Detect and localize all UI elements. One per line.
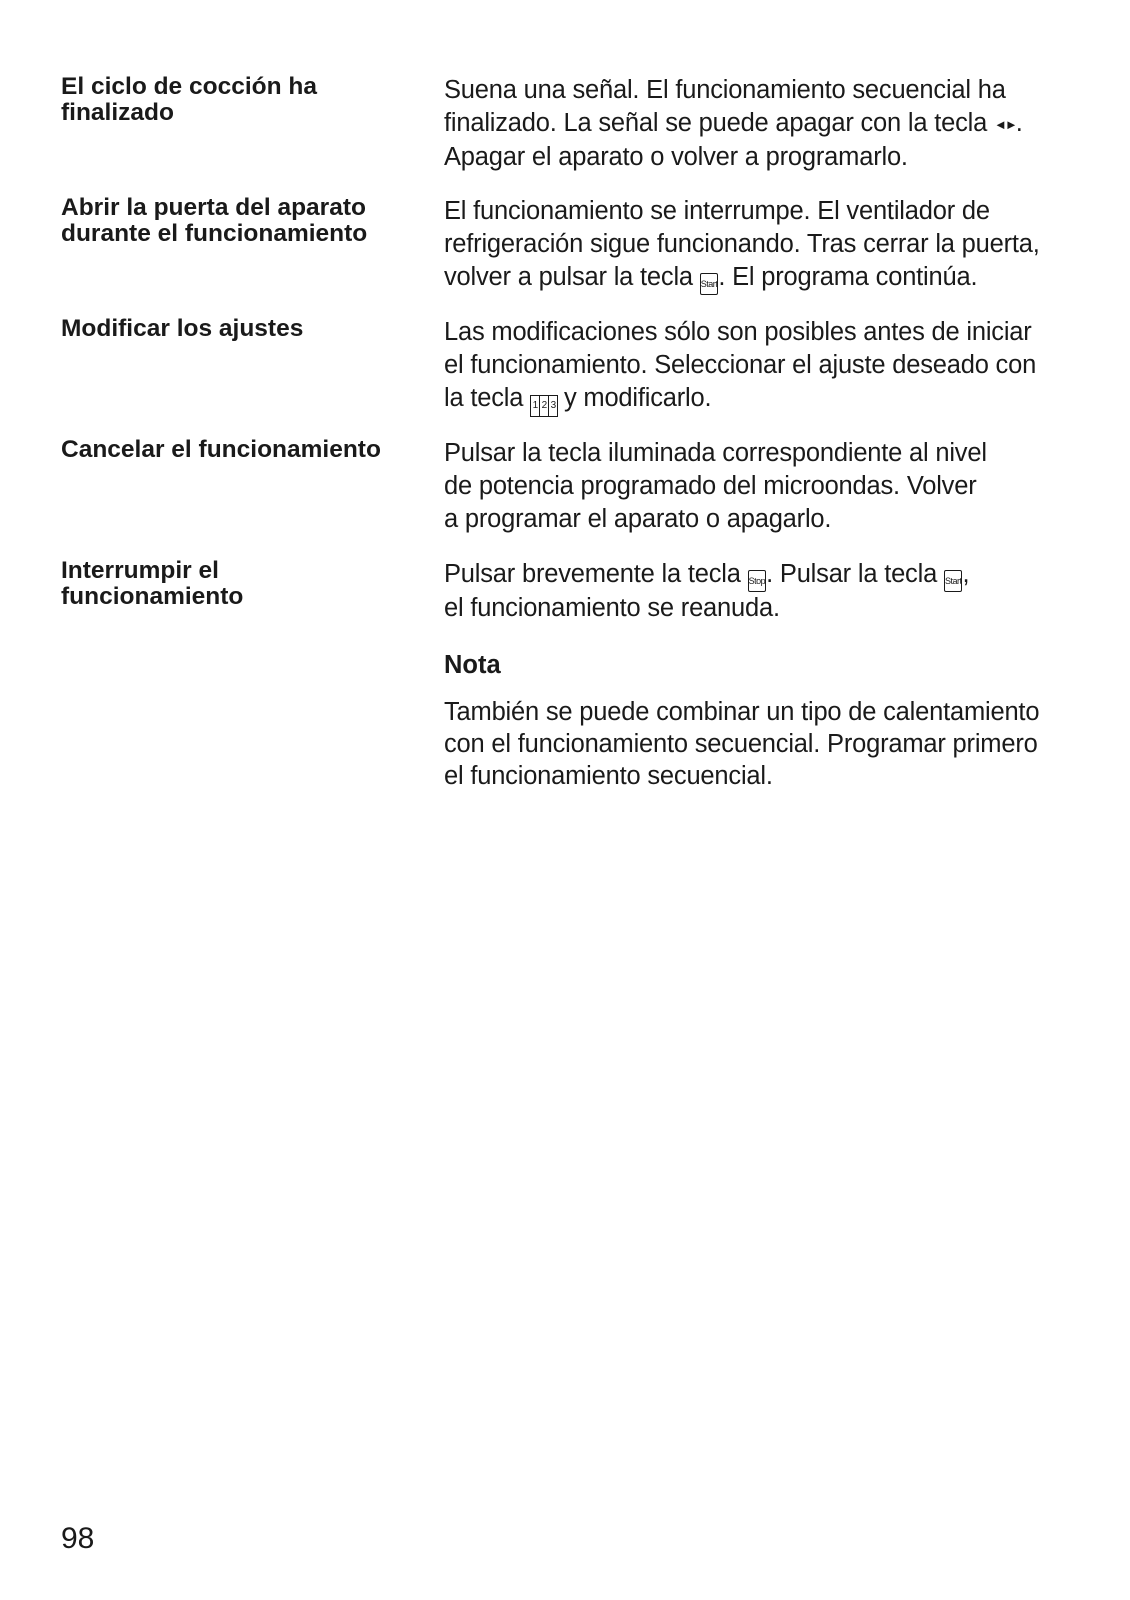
row-label xyxy=(61,195,421,247)
desc-text: , xyxy=(962,560,970,588)
desc-line: el funcionamiento. Seleccionar el ajuste deseado con xyxy=(444,351,1037,379)
note-title: Nota xyxy=(444,651,501,679)
row-description xyxy=(444,74,1084,174)
stop-key-icon: Stop xyxy=(748,570,767,592)
desc-line xyxy=(444,261,1084,295)
desc-line: de potencia programado del microondas. Volver xyxy=(444,472,977,500)
sequence-key-icon xyxy=(530,395,557,417)
note-line: el funcionamiento secuencial. xyxy=(444,762,773,790)
desc-text: y modificarlo. xyxy=(557,384,712,412)
desc-line xyxy=(444,558,1084,592)
desc-text: finalizado. La señal se puede apagar con la tecla xyxy=(444,109,988,137)
start-key-icon: Start xyxy=(944,570,963,592)
desc-line: Apagar el aparato o volver a programarlo. xyxy=(444,143,908,171)
desc-text: . El programa continúa. xyxy=(718,263,978,291)
desc-text: volver a pulsar la tecla xyxy=(444,263,693,291)
arrows-key-icon: ◄► xyxy=(994,117,1016,132)
desc-line: Suena una señal. El funcionamiento secuencial ha xyxy=(444,76,1006,104)
desc-line: el funcionamiento se reanuda. xyxy=(444,594,780,622)
label-line: Interrumpir el xyxy=(61,557,219,584)
label-line: durante el funcionamiento xyxy=(61,220,368,247)
row-description xyxy=(444,558,1084,625)
label-line: Modificar los ajustes xyxy=(61,315,304,342)
note-line: También se puede combinar un tipo de calentamiento xyxy=(444,698,1040,726)
desc-line xyxy=(444,107,1084,141)
desc-text: la tecla xyxy=(444,384,524,412)
row-label xyxy=(61,316,421,342)
desc-line: El funcionamiento se interrumpe. El ventilador de xyxy=(444,197,990,225)
label-line: Abrir la puerta del aparato xyxy=(61,194,366,221)
note-body xyxy=(444,696,1039,792)
desc-line xyxy=(444,382,1084,417)
key-cell: 1 xyxy=(530,395,540,417)
desc-line: a programar el aparato o apagarlo. xyxy=(444,505,832,533)
key-cell: 2 xyxy=(539,395,549,417)
label-line: funcionamiento xyxy=(61,583,244,610)
start-key-icon: Start xyxy=(700,273,719,295)
row-description xyxy=(444,195,1084,295)
key-cell: 3 xyxy=(548,395,558,417)
desc-text: . xyxy=(1015,109,1023,137)
desc-line: refrigeración sigue funcionando. Tras cerrar la puerta, xyxy=(444,230,1040,258)
row-label xyxy=(61,437,421,463)
desc-text: . Pulsar la tecla xyxy=(766,560,938,588)
label-line: finalizado xyxy=(61,99,174,126)
page-number: 98 xyxy=(61,1522,95,1555)
label-line: Cancelar el funcionamiento xyxy=(61,436,381,463)
desc-text: Pulsar brevemente la tecla xyxy=(444,560,741,588)
row-label xyxy=(61,74,421,126)
row-label xyxy=(61,558,421,610)
row-description xyxy=(444,437,1084,536)
label-line: El ciclo de cocción ha xyxy=(61,73,317,100)
row-description xyxy=(444,316,1084,417)
desc-line: Pulsar la tecla iluminada correspondiente al nivel xyxy=(444,439,987,467)
desc-line: Las modificaciones sólo son posibles antes de iniciar xyxy=(444,318,1032,346)
note-line: con el funcionamiento secuencial. Programar primero xyxy=(444,730,1038,758)
